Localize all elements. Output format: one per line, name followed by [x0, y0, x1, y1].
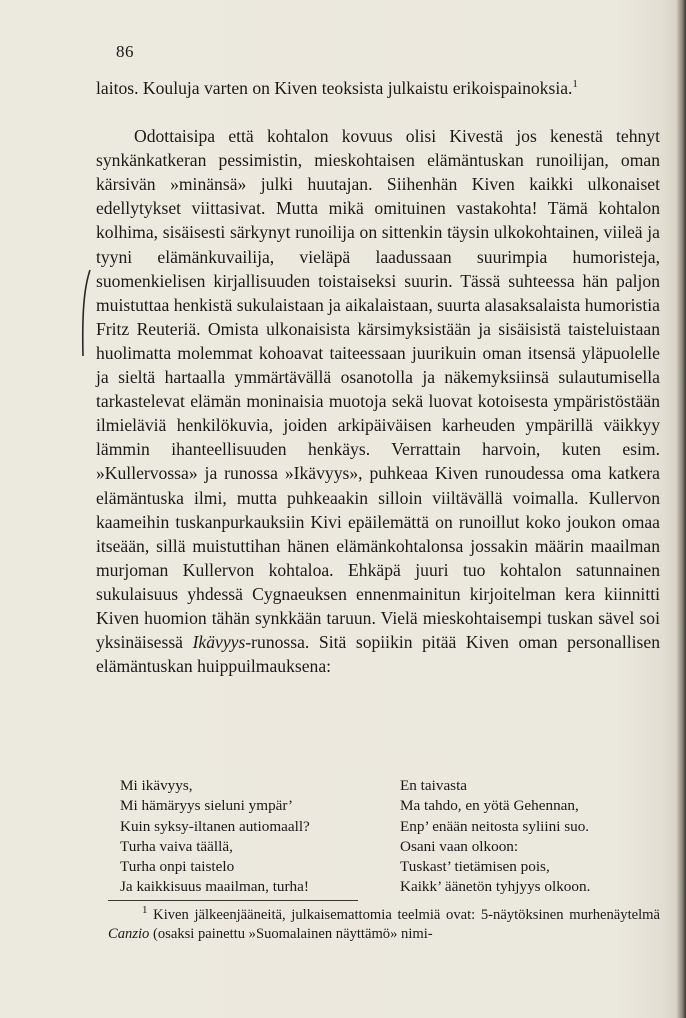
poem-title-italic: Ikävyys	[192, 632, 246, 653]
paragraph-1	[96, 76, 660, 100]
poem-line: Turha onpi taistelo	[120, 858, 235, 876]
poem-line: Tuskast’ tietämisen pois,	[400, 858, 550, 876]
page-number: 86	[116, 42, 134, 61]
book-spine-shadow	[676, 0, 686, 1018]
paragraph-1-text: laitos. Kouluja varten on Kiven teoksista julkaistu erikoispainoksia.	[96, 78, 573, 98]
poem-line: Turha vaiva täällä,	[120, 837, 233, 855]
footnote-text	[108, 906, 660, 944]
footnote-marker: 1	[142, 904, 148, 917]
main-text	[96, 76, 660, 678]
poem-line: Enp’ enään neitosta syliini suo.	[400, 817, 590, 835]
poem-line: Ja kaikkisuus maailman, turha!	[120, 878, 309, 896]
paragraph-2-text-a: Odottaisipa että kohtalon kovuus olisi Kivestä jos kenestä tehnyt synkänkatkeran pessimistin, mieskohtaisen elämäntuskan runoilijan, oman kärsivän »minänsä» julki huutajan. Siihenhän Kiven kaikki ulkonaiset edellytykset viittasivat. Mutta mikä omituinen vastakohta! Tämä kohtalon kolhima, sisäisesti särkynyt runoilija on sittenkin täysin ulkokohtainen, viileä ja tyyni elämänkuvailija, vieläpä laadussaan suurimpia humoristeja, suomenkielisen kirjallisuuden toistaiseksi suurin. Tässä suhteessa hän paljon muistuttaa henkistä sukulaistaan ja aikalaistaan, suurta alasaksalaista humoristia Fritz Reuteriä. Omista ulkonaisista kärsimyksistään ja sisäisistä taisteluistaan huolimatta molemmat kohoavat taiteessaan juurikuin oman itsensä yläpuolelle ja sieltä hartaalla ymmärtävällä osanotolla ja näkemyksiinsä sulautumisella tarkastelevat elämän moninaisia muotoja sekä luovat kotoisesta ympäristöstään ilmieläviä henkilökuvia, joiden arkipäiväisen karheuden ympärillä väikkyy lämmin ihanteellisuuden henkäys. Verrattain harvoin, kuten esim. »Kullervossa» ja runossa »Ikävyys», puhkeaa Kiven runoudessa oma katkera elämäntuska ilmi, mutta puhkeaakin silloin viiltävällä voimalla. Kullervon kaameihin tuskanpurkauksiin Kivi epäilemättä on runoillut koko joukon omaa itseään, sillä muistuttihan hänen elämänkohtalonsa jossakin määrin maailman murjoman Kullervon kohtaloa. Ehkäpä juuri tuo kohtalon satunnainen sukulaisuus yhdessä Cygnaeuksen ennenmainitun kirjoitelman kera kiinnitti Kiven huomion tähän synkkään taruun. Vielä mieskohtaisempi tuskan sävel soi yksinäisessä	[96, 126, 660, 653]
poem-column-left	[120, 776, 390, 898]
paragraph-2-text-b: -runossa. Sitä sopiikin pitää Kiven oman personallisen elämäntuskan huippuilmauksena:	[96, 632, 660, 677]
footnote	[108, 906, 660, 944]
poem-line: En taivasta	[400, 777, 468, 794]
poem-line: Mi ikävyys,	[120, 777, 193, 794]
footnote-text-b: (osaksi painettu »Suomalainen näyttämö» nimi-	[149, 926, 433, 942]
poem-line: Mi hämäryys sieluni ympär’	[120, 797, 294, 815]
footnote-text-a: Kiven jälkeenjääneitä, julkaisemattomia teelmiä ovat: 5-näytöksinen murhenäytelmä	[147, 907, 660, 923]
footnote-reference: 1	[572, 78, 578, 91]
poem-line: Osani vaan olkoon:	[400, 837, 519, 855]
poem-line: Ma tahdo, en yötä Gehennan,	[400, 797, 579, 815]
margin-pencil-mark	[78, 268, 94, 358]
poem-line: Kuin syksy-iltanen autiomaall?	[120, 817, 310, 835]
footnote-italic-title: Canzio	[108, 926, 150, 942]
footnote-divider	[108, 900, 358, 901]
poem-line: Kaikk’ äänetön tyhjyys olkoon.	[400, 878, 591, 896]
paragraph-2	[96, 124, 660, 678]
poem-column-right	[400, 776, 660, 898]
